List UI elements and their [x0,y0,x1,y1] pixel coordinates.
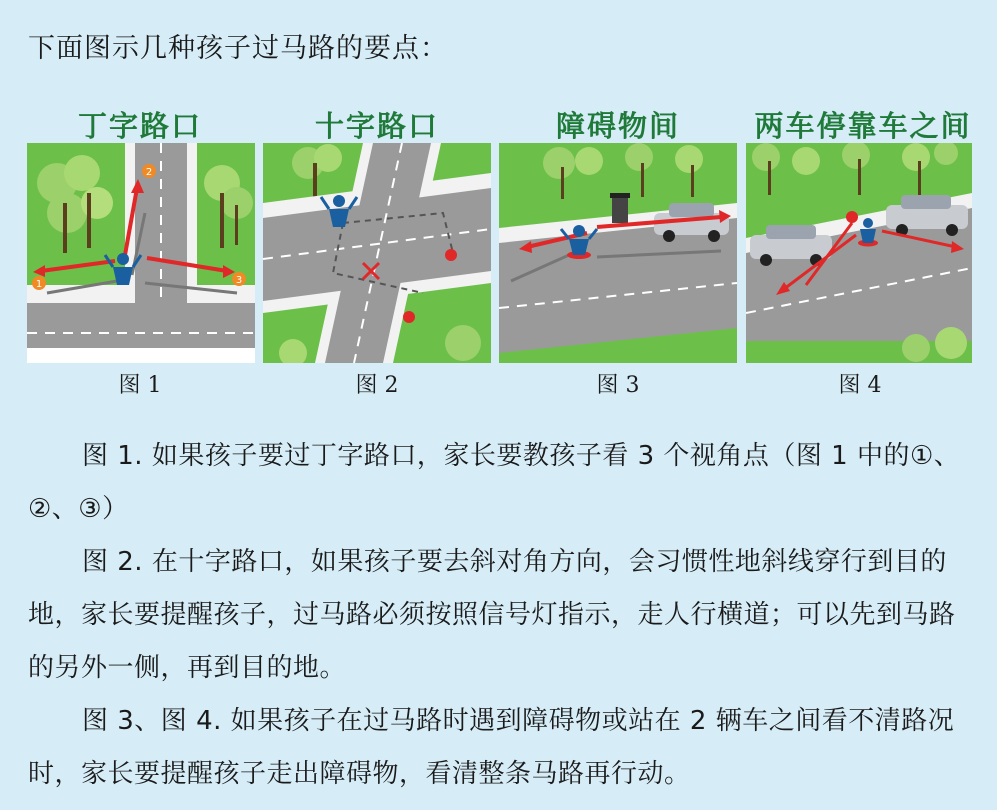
svg-text:3: 3 [235,275,243,286]
panel-4-title: 两车停靠车之间 [754,109,972,143]
svg-text:1: 1 [35,279,43,290]
paragraph-1: 图 1. 如果孩子要过丁字路口，家长要教孩子看 3 个视角点（图 1 中的①、②、③） [28,441,961,524]
panel-2-title: 十字路口 [314,109,439,143]
panel-3-title: 障碍物间 [555,109,680,143]
panel-4-illustration [746,143,972,363]
paragraph-2: 图 2. 在十字路口，如果孩子要去斜对角方向，会习惯性地斜线穿行到目的地，家长要提醒孩子，过马路必须按照信号灯指示，走人行横道；可以先到马路的另外一侧，再到目的地。 [28,547,956,683]
panel-1-caption: 图 1 [118,373,162,398]
intro-text: 下面图示几种孩子过马路的要点： [28,33,448,64]
panel-3-illustration [499,143,737,363]
paragraph-3: 图 3、图 4. 如果孩子在过马路时遇到障碍物或站在 2 辆车之间看不清路况时，家长要提醒孩子走出障碍物，看清整条马路再行动。 [28,706,955,789]
panel-3-caption: 图 3 [596,373,640,398]
panel-4-caption: 图 4 [838,373,882,398]
svg-text:2: 2 [145,167,153,178]
panel-2-illustration [263,143,491,363]
panel-1-title: 丁字路口 [77,109,202,143]
panel-2-caption: 图 2 [355,373,399,398]
panel-1-illustration [27,143,255,363]
